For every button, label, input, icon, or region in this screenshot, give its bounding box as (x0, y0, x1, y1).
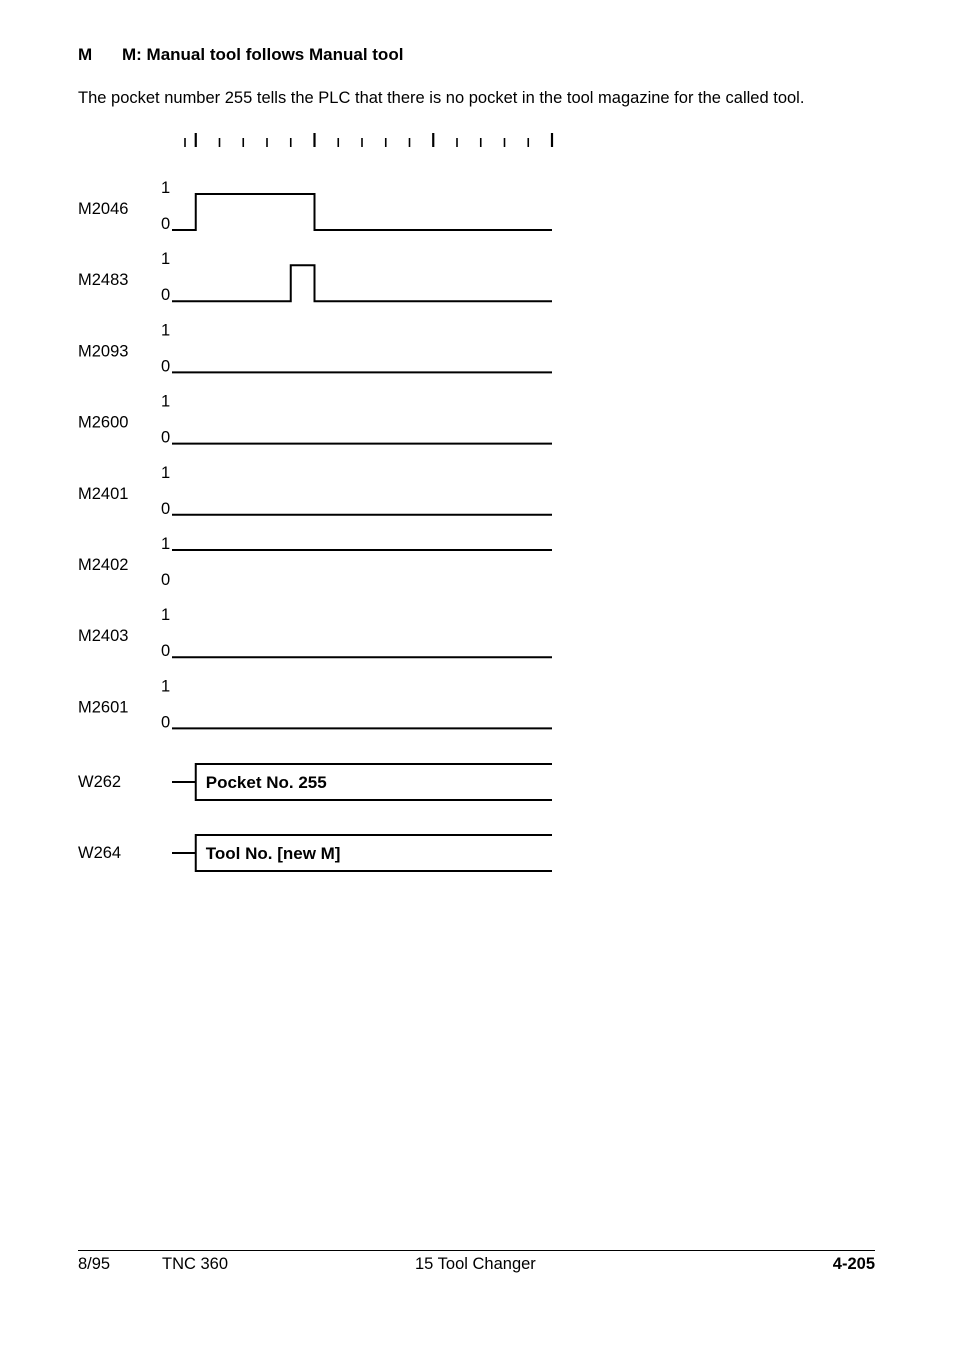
level-low-label: 0 (161, 428, 171, 447)
signal-name: M2402 (78, 556, 129, 574)
signal-name: M2600 (78, 413, 129, 432)
level-high-label: 1 (161, 606, 171, 625)
signal-trace (172, 265, 552, 301)
time-scale (185, 133, 552, 147)
level-high-label: 1 (161, 250, 171, 269)
signal-name: M2401 (78, 484, 129, 503)
level-low-label: 0 (161, 215, 171, 233)
level-high-label: 1 (161, 535, 171, 553)
signal-name: M2046 (78, 200, 129, 218)
footer-chapter: 15 Tool Changer (415, 1255, 536, 1273)
level-high-label: 1 (161, 321, 171, 340)
section-title: M: Manual tool follows Manual tool (122, 45, 404, 64)
signal-trace (172, 194, 552, 230)
word-name: W264 (78, 844, 122, 862)
level-high-label: 1 (161, 179, 171, 197)
level-low-label: 0 (161, 499, 171, 518)
footer-divider (78, 1250, 875, 1251)
signal-name: M2601 (78, 698, 129, 717)
word-traces (78, 764, 552, 871)
level-low-label: 0 (161, 286, 171, 305)
level-high-label: 1 (161, 392, 171, 411)
intro-paragraph: The pocket number 255 tells the PLC that there is no pocket in the tool magazine for the called tool. (78, 89, 805, 107)
level-high-label: 1 (161, 677, 171, 696)
signal-name: M2093 (78, 342, 129, 361)
footer-page-number: 4-205 (832, 1255, 875, 1273)
level-low-label: 0 (161, 571, 171, 589)
footer-model: TNC 360 (162, 1255, 229, 1273)
word-value-label: Tool No. [new M] (205, 844, 341, 863)
footer-date: 8/95 (78, 1255, 111, 1273)
signal-name: M2483 (78, 271, 129, 290)
section-code: M (78, 45, 93, 64)
level-low-label: 0 (161, 642, 171, 661)
level-low-label: 0 (161, 713, 171, 732)
signal-traces (78, 179, 552, 731)
level-high-label: 1 (161, 463, 171, 482)
word-name: W262 (78, 773, 122, 791)
level-low-label: 0 (161, 357, 171, 376)
word-value-label: Pocket No. 255 (205, 773, 327, 792)
signal-name: M2403 (78, 627, 129, 646)
